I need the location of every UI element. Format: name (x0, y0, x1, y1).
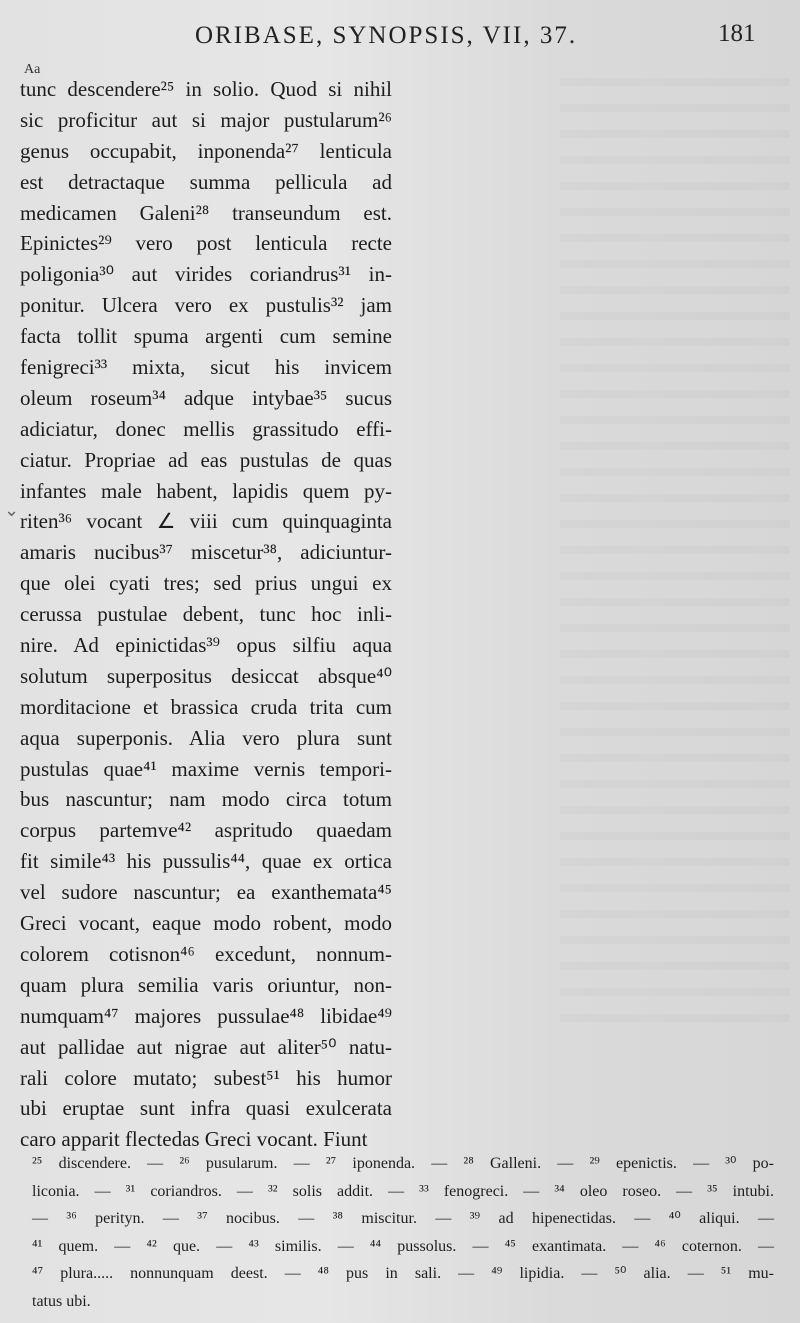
body-line: cerussa pustulae debent, tunc hoc inli- (20, 602, 392, 627)
margin-mark: ⌄ (4, 500, 20, 520)
body-line: riten³⁶ vocant ∠ viii cum quinquaginta (20, 509, 392, 534)
body-line: bus nascuntur; nam modo circa totum (20, 787, 392, 812)
body-line: numquam⁴⁷ majores pussulae⁴⁸ libidae⁴⁹ (20, 1003, 392, 1028)
body-line: Epinictes²⁹ vero post lenticula recte (20, 231, 392, 256)
body-line: est detractaque summa pellicula ad (20, 169, 392, 194)
footnote-line: ²⁵ discendere. — ²⁶ pusularum. — ²⁷ iponenda. — ²⁸ Galleni. — ²⁹ epenictis. — ³⁰ po- (32, 1155, 774, 1172)
body-line: Greci vocant, eaque modo robent, modo (20, 911, 392, 936)
body-line: aut pallidae aut nigrae aut aliter⁵⁰ natu- (20, 1034, 392, 1059)
body-text (20, 74, 392, 1155)
footnote-line: ⁴⁷ plura..... nonnunquam deest. — ⁴⁸ pus in sali. — ⁴⁹ lipidia. — ⁵⁰ alia. — ⁵¹ mu- (32, 1265, 774, 1283)
footnotes (32, 1150, 774, 1316)
page-number: 181 (718, 20, 756, 47)
body-line: pustulas quae⁴¹ maxime vernis tempori- (20, 756, 392, 781)
footnote-line: liconia. — ³¹ coriandros. — ³² solis addit. — ³³ fenogreci. — ³⁴ oleo roseo. — ³⁵ intubi. (32, 1182, 774, 1200)
body-line: adiciatur, donec mellis grassitudo effi- (20, 416, 392, 441)
body-line: corpus partemve⁴² aspritudo quaedam (20, 818, 392, 843)
body-line: facta tollit spuma argenti cum semine (20, 324, 392, 349)
body-line: nire. Ad epinictidas³⁹ opus silfiu aqua (20, 633, 392, 658)
footnote-line: ⁴¹ quem. — ⁴² que. — ⁴³ similis. — ⁴⁴ pussolus. — ⁴⁵ exantimata. — ⁴⁶ coternon. — (32, 1237, 774, 1255)
body-line: fit simile⁴³ his pussulis⁴⁴, quae ex ortica (20, 849, 392, 874)
body-line: quam plura semilia varis oriuntur, non- (20, 972, 392, 997)
body-line: colorem cotisnon⁴⁶ excedunt, nonnum- (20, 941, 392, 966)
body-line: ciatur. Propriae ad eas pustulas de quas (20, 447, 392, 472)
body-line: que olei cyati tres; sed prius ungui ex (20, 571, 392, 596)
body-line: oleum roseum³⁴ adque intybae³⁵ sucus (20, 385, 392, 410)
body-line: caro apparit flectedas Greci vocant. Fiunt (20, 1127, 368, 1152)
body-line: infantes male habent, lapidis quem py- (20, 478, 392, 503)
body-line: ponitur. Ulcera vero ex pustulis³² jam (20, 293, 392, 318)
body-line: morditacione et brassica cruda trita cum (20, 694, 392, 719)
body-line: aqua superponis. Alia vero plura sunt (20, 725, 392, 750)
body-line: poligonia³⁰ aut virides coriandrus³¹ in- (20, 262, 392, 287)
body-line: genus occupabit, inponenda²⁷ lenticula (20, 138, 392, 163)
body-line: tunc descendere²⁵ in solio. Quod si nihil (20, 77, 392, 101)
body-line: sic proficitur aut si major pustularum²⁶ (20, 107, 392, 132)
body-line: rali colore mutato; subest⁵¹ his humor (20, 1065, 392, 1090)
show-through-text (560, 60, 790, 1040)
footnote-line: — ³⁶ perityn. — ³⁷ nocibus. — ³⁸ miscitur. — ³⁹ ad hipenectidas. — ⁴⁰ aliqui. — (32, 1210, 774, 1228)
body-line: vel sudore nascuntur; ea exanthemata⁴⁵ (20, 880, 392, 905)
body-line: solutum superpositus desiccat absque⁴⁰ (20, 663, 392, 688)
running-title: ORIBASE, SYNOPSIS, VII, 37. (195, 22, 578, 49)
body-line: amaris nucibus³⁷ miscetur³⁸, adiciuntur- (20, 540, 392, 565)
body-line: fenigreci³³ mixta, sicut his invicem (20, 355, 392, 380)
footnote-line: tatus ubi. (32, 1292, 91, 1310)
body-line: ubi eruptae sunt infra quasi exulcerata (20, 1096, 392, 1121)
signature-mark: Aa (24, 62, 41, 77)
body-line: medicamen Galeni²⁸ transeundum est. (20, 200, 392, 225)
